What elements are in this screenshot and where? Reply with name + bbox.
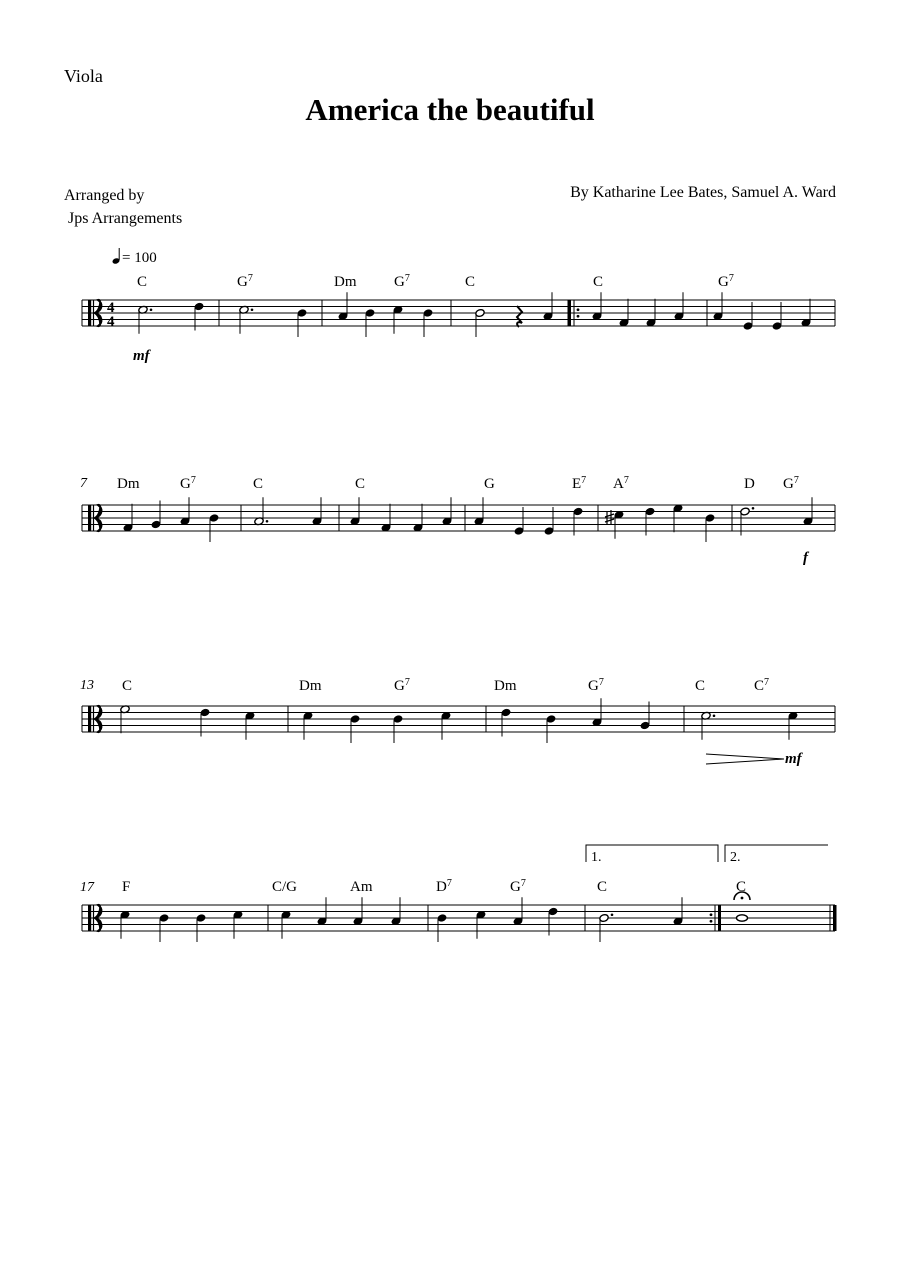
chord-symbol: C/G [272,879,298,895]
chord-symbol: Dm [334,274,357,290]
repeat-dot [710,920,713,923]
repeat-dot [710,913,713,916]
alto-clef-icon [88,905,91,931]
volta-bracket-1 [586,845,718,862]
staff-system-1 [82,292,835,337]
chord-symbol: $G^7$ [237,273,253,290]
augmentation-dot [611,913,614,916]
repeat-dot [577,308,580,311]
volta-label-2: 2. [730,850,741,865]
instrument-name: Viola [64,66,103,86]
chord-symbol: $A^7$ [613,475,629,492]
repeat-start-thick [568,300,571,326]
augmentation-dot [266,520,269,523]
sharp-icon [605,510,614,525]
fermata-icon [741,897,744,900]
staff-system-2 [82,497,835,542]
chord-symbol: Dm [117,476,140,492]
chord-symbol: C [597,879,608,895]
chord-symbol: C [695,678,706,694]
final-barline-thick [833,905,837,931]
note-head [737,915,748,921]
chord-symbol: F [122,879,131,895]
repeat-end-thick [718,905,721,931]
time-signature-top: 4 [107,300,115,316]
chord-symbol: Dm [299,678,322,694]
chord-symbol: $G^7$ [783,475,799,492]
chord-symbol: Am [350,879,373,895]
chord-symbol: C [122,678,133,694]
augmentation-dot [150,308,153,311]
staff-system-4 [82,897,837,942]
tempo-value: = 100 [122,250,157,266]
chord-symbol: $G^7$ [394,677,410,694]
time-signature-bottom: 4 [107,314,115,330]
composer-credit: By Katharine Lee Bates, Samuel A. Ward [570,184,836,201]
chord-symbol: C [253,476,264,492]
volta-label-1: 1. [591,850,602,865]
alto-clef-icon [88,300,91,326]
chord-symbol: D [744,476,755,492]
dynamic-marking: f [803,550,808,566]
alto-clef-icon [88,706,91,732]
chord-symbol: $G^7$ [394,273,410,290]
chord-symbol: Dm [494,678,517,694]
chord-symbol: C [137,274,148,290]
score-title: America the beautiful [305,92,595,127]
decrescendo-hairpin [706,754,784,764]
augmentation-dot [752,507,755,510]
dynamic-marking: mf [133,348,150,364]
measure-number: 7 [80,476,87,491]
chord-symbol: C [355,476,366,492]
chord-symbol: C [736,879,747,895]
chord-symbol: G [484,476,495,492]
chord-symbol: C [465,274,476,290]
augmentation-dot [251,308,254,311]
arranger-name: Jps Arrangements [68,210,183,227]
chord-symbol: $D^7$ [436,878,452,895]
dynamic-marking: mf [785,751,802,767]
alto-clef-icon [88,505,91,531]
quarter-rest-icon [517,306,522,327]
chord-symbol: $G^7$ [588,677,604,694]
chord-symbol: $G^7$ [180,475,196,492]
augmentation-dot [713,714,716,717]
chord-symbol: $G^7$ [718,273,734,290]
measure-number: 13 [80,678,94,693]
staff-system-3 [82,698,835,743]
repeat-dot [577,315,580,318]
chord-symbol: $C^7$ [754,677,770,694]
chord-symbol: C [593,274,604,290]
measure-number: 17 [80,880,94,895]
chord-symbol: $G^7$ [510,878,526,895]
arranged-by-label: Arranged by [64,187,145,204]
chord-symbol: $E^7$ [572,475,587,492]
